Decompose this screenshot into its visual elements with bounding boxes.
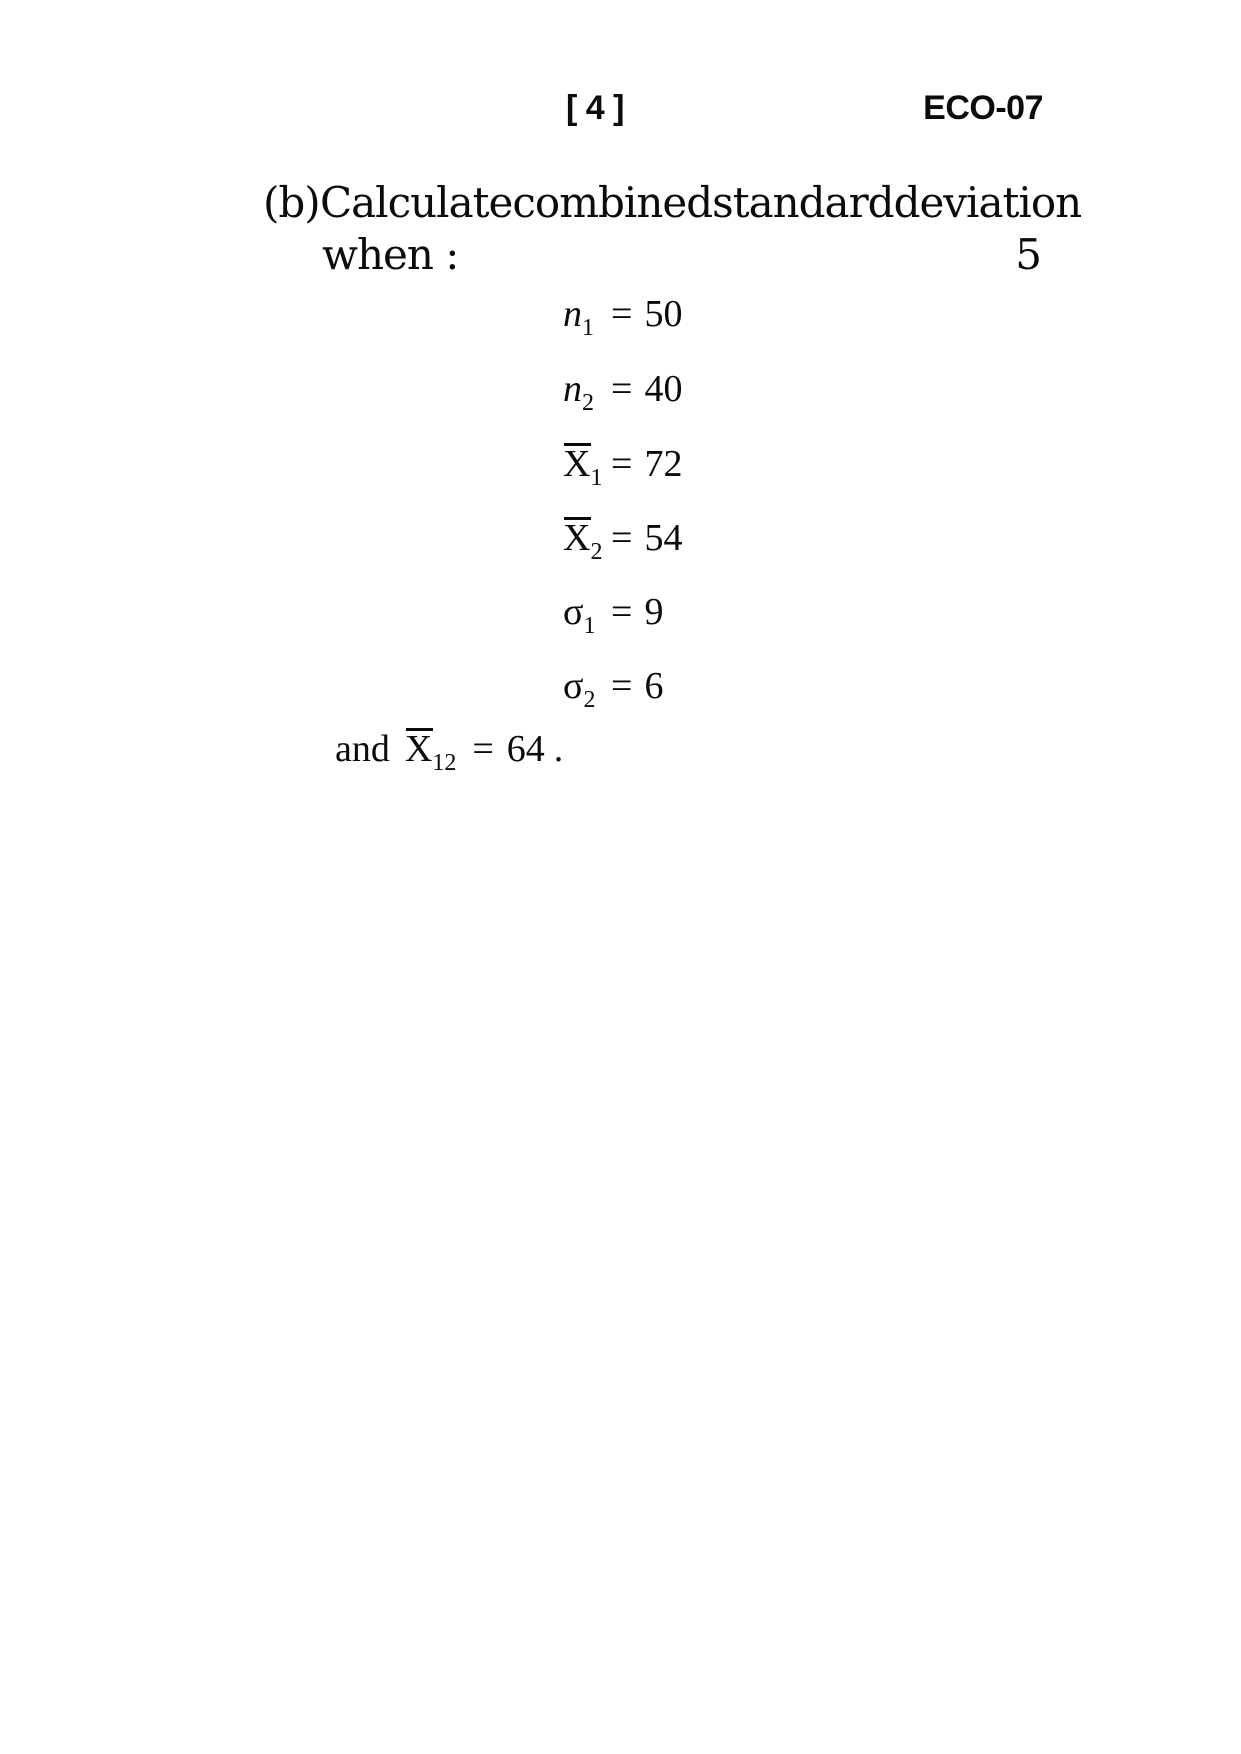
marks-value: 5 xyxy=(1015,230,1041,279)
equation-row xyxy=(563,665,664,713)
equation-row xyxy=(563,591,664,639)
equation-subscript: 2 xyxy=(582,390,594,416)
equation-value: 9 xyxy=(644,591,664,633)
question-word: deviation xyxy=(893,178,1082,227)
equation-row xyxy=(563,368,683,416)
equation-subscript: 2 xyxy=(583,687,596,713)
question-word: Calculate xyxy=(320,178,513,227)
equals-sign: = xyxy=(611,591,633,633)
equation-value: 72 xyxy=(644,443,683,485)
equation-variable: n xyxy=(563,368,582,410)
equation-value: 54 xyxy=(644,517,683,559)
equation-subscript: 1 xyxy=(583,613,596,639)
question-line-2: when : xyxy=(322,230,459,279)
equals-sign: = xyxy=(611,293,633,335)
equation-row xyxy=(563,443,683,491)
equation-variable: n xyxy=(563,293,582,335)
question-line-1 xyxy=(320,178,1082,227)
equation-subscript: 1 xyxy=(590,465,603,491)
question-word: combined xyxy=(512,178,713,227)
closing-word: and xyxy=(335,728,390,770)
equation-variable-barred: X xyxy=(404,728,433,770)
equation-value: 40 xyxy=(644,368,683,410)
equation-variable-barred: X xyxy=(563,517,591,559)
question-word: standard xyxy=(712,178,894,227)
equation-row xyxy=(563,517,683,565)
equation-variable-barred: X xyxy=(563,443,591,485)
equals-sign: = xyxy=(611,517,633,559)
equals-sign: = xyxy=(472,728,494,770)
question-label: (b) xyxy=(263,178,320,227)
equation-variable: σ xyxy=(563,665,584,707)
equation-subscript: 1 xyxy=(582,315,594,341)
equation-subscript: 12 xyxy=(432,750,457,776)
equals-sign: = xyxy=(611,368,633,410)
equation-value: 64 xyxy=(506,728,545,770)
closing-line xyxy=(335,728,564,776)
period: . xyxy=(553,728,564,770)
equation-subscript: 2 xyxy=(590,539,603,565)
equation-row xyxy=(563,293,683,341)
page-number: [ 4 ] xyxy=(566,89,624,127)
equation-value: 6 xyxy=(644,665,664,707)
paper-code: ECO-07 xyxy=(923,89,1043,127)
equation-variable: σ xyxy=(563,591,584,633)
equals-sign: = xyxy=(611,443,633,485)
equals-sign: = xyxy=(611,665,633,707)
equation-value: 50 xyxy=(644,293,683,335)
